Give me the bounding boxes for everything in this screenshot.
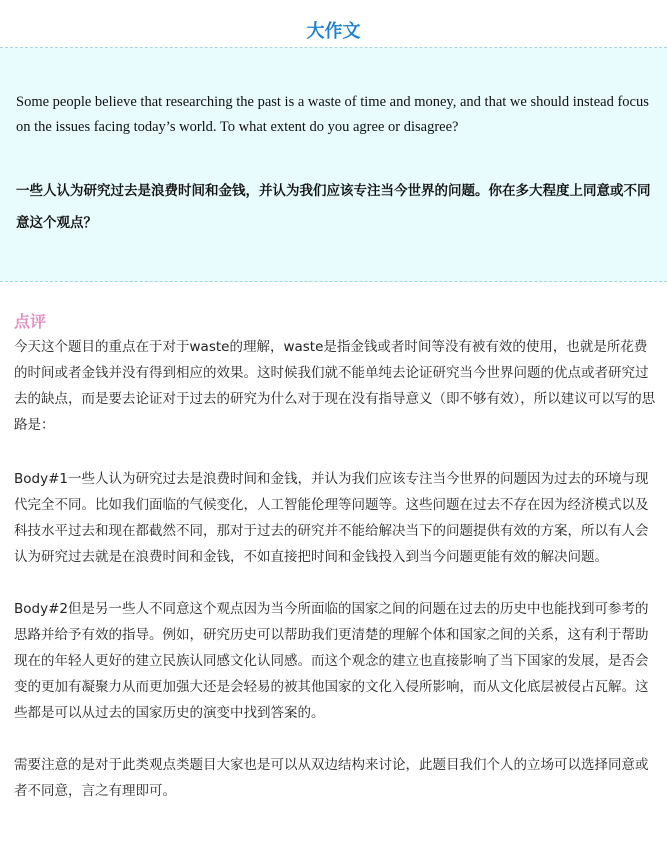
review-paragraph-body-1: Body#1一些人认为研究过去是浪费时间和金钱，并认为我们应该专注当今世界的问题因为过去的环境与现代完全不同。比如我们面临的气候变化，人工智能伦理等问题等。这些问题在过去不存在因为经济模式以及科技水平过去和现在都截然不同，那对于过去的研究并不能给解决当下的问题提供有效的方案，所以有人会认为研究过去就是在浪费时间和金钱，不如直接把时间和金钱投入到当今问题更能有效的解决问题。: [14, 471, 649, 565]
review-paragraph-intro: 今天这个题目的重点在于对于waste的理解，waste是指金钱或者时间等没有被有效的使用，也就是所花费的时间或者金钱并没有得到相应的效果。这时候我们就不能单纯去论证研究当今世界问题的优点或者研究过去的缺点，而是要去论证对于过去的研究为什么对于现在没有指导意义（即不够有效），所以建议可以写的思路是：: [14, 339, 656, 433]
review-paragraph-body-2: Body#2但是另一些人不同意这个观点因为当今所面临的国家之间的问题在过去的历史中也能找到可参考的思路并给予有效的指导。例如，研究历史可以帮助我们更清楚的理解个体和国家之间的关系，这有利于帮助现在的年轻人更好的建立民族认同感文化认同感。而这个观念的建立也直接影响了当下国家的发展，是否会变的更加有凝聚力从而更加强大还是会轻易的被其他国家的文化入侵所影响，而从文化底层被侵占瓦解。这些都是可以从过去的国家历史的演变中找到答案的。: [14, 601, 649, 721]
page-title: 大作文: [0, 0, 667, 48]
review-body: [14, 334, 656, 830]
review-heading: 点评: [14, 312, 47, 331]
essay-prompt-box: [0, 48, 667, 282]
prompt-chinese: 一些人认为研究过去是浪费时间和金钱，并认为我们应该专注当今世界的问题。你在多大程度上同意或不同意这个观点？: [16, 183, 651, 231]
prompt-english: Some people believe that researching the past is a waste of time and money, and that we should instead focus on the issues facing today’s world. To what extent do you agree or disagree?: [16, 94, 649, 135]
review-paragraph-note: 需要注意的是对于此类观点类题目大家也是可以从双边结构来讨论，此题目我们个人的立场可以选择同意或者不同意，言之有理即可。: [14, 757, 649, 799]
